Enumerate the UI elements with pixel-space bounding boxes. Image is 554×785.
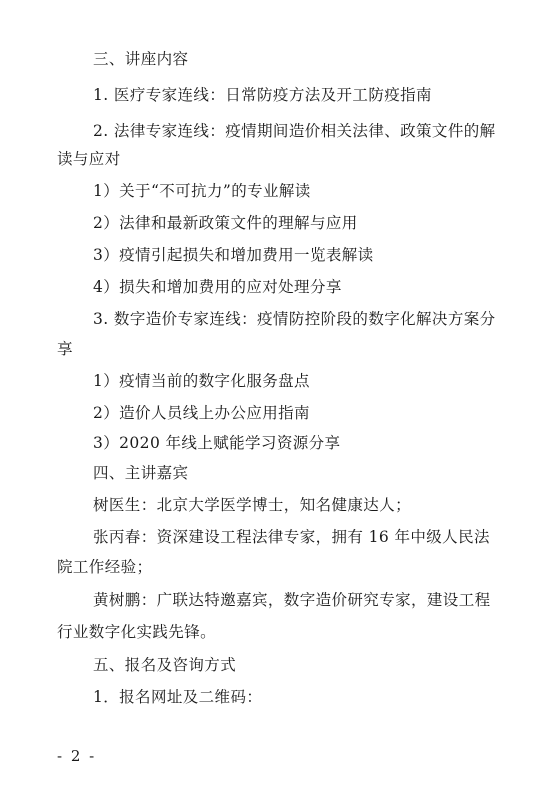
- legal-subitem-force-majeure: 1）关于“不可抗力”的专业解读: [93, 182, 311, 200]
- guest-digital-expert-line-1: 黄树鹏：广联达特邀嘉宾，数字造价研究专家，建设工程: [93, 591, 491, 609]
- guest-digital-expert-line-2: 行业数字化实践先锋。: [57, 623, 217, 641]
- guest-lawyer-line-1: 张丙春：资深建设工程法律专家，拥有 16 年中级人民法: [93, 528, 490, 546]
- section-heading-guests: 四、主讲嘉宾: [93, 464, 189, 482]
- section-heading-lecture-content: 三、讲座内容: [93, 50, 189, 68]
- legal-subitem-loss-table: 3）疫情引起损失和增加费用一览表解读: [93, 246, 374, 264]
- section-heading-registration: 五、报名及咨询方式: [93, 656, 237, 674]
- page-number: - 2 -: [57, 747, 97, 765]
- lecture-item-medical: 1. 医疗专家连线：日常防疫方法及开工防疫指南: [93, 86, 432, 104]
- guest-doctor: 树医生：北京大学医学博士，知名健康达人；: [93, 496, 412, 514]
- lecture-item-digital-line-2: 享: [57, 340, 73, 358]
- digital-subitem-service: 1）疫情当前的数字化服务盘点: [93, 372, 310, 390]
- guest-lawyer-line-2: 院工作经验；: [57, 558, 153, 576]
- legal-subitem-policy: 2）法律和最新政策文件的理解与应用: [93, 214, 358, 232]
- digital-subitem-learning: 3）2020 年线上赋能学习资源分享: [93, 434, 341, 452]
- digital-subitem-office: 2）造价人员线上办公应用指南: [93, 404, 310, 422]
- lecture-item-legal-line-2: 读与应对: [57, 150, 121, 168]
- registration-item-url-qrcode: 1．报名网址及二维码：: [93, 688, 263, 706]
- lecture-item-legal-line-1: 2. 法律专家连线：疫情期间造价相关法律、政策文件的解: [93, 122, 496, 140]
- lecture-item-digital-line-1: 3. 数字造价专家连线：疫情防控阶段的数字化解决方案分: [93, 310, 496, 328]
- legal-subitem-loss-handling: 4）损失和增加费用的应对处理分享: [93, 278, 342, 296]
